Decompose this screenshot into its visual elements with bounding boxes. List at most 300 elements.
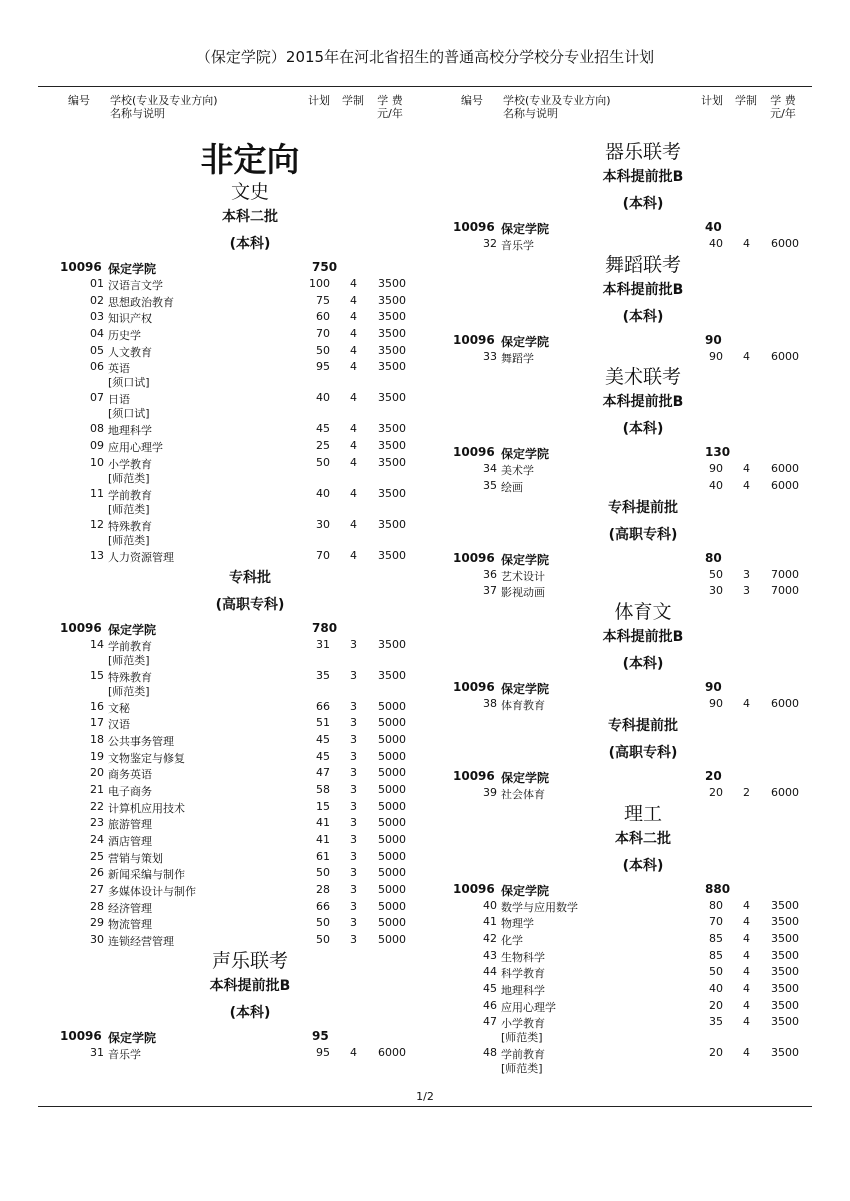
top-rule — [38, 86, 812, 87]
major-plan: 20 — [709, 785, 723, 799]
major-number: 48 — [483, 1046, 497, 1060]
major-name: 经济管理 — [108, 901, 152, 915]
school-row — [453, 331, 833, 349]
left-column — [60, 94, 440, 1062]
major-years: 3 — [350, 699, 357, 713]
major-plan: 40 — [709, 237, 723, 250]
major-plan: 90 — [709, 697, 723, 711]
major-name: 地理科学 — [108, 424, 152, 438]
header-fee-line2: 元/年 — [770, 107, 796, 120]
major-plan: 40 — [316, 391, 330, 405]
major-number: 16 — [90, 699, 104, 713]
major-fee: 5000 — [378, 732, 406, 746]
major-row — [60, 1045, 440, 1062]
major-number: 01 — [90, 277, 104, 290]
major-row — [60, 276, 440, 293]
major-row — [453, 1045, 833, 1076]
major-note: [师范类] — [108, 533, 150, 547]
level-label: (高职专科) — [215, 596, 285, 613]
level-label: (本科) — [229, 1004, 271, 1021]
batch-label: 本科二批 — [222, 209, 278, 225]
major-fee: 3500 — [378, 422, 406, 436]
major-plan: 45 — [316, 749, 330, 763]
major-name: 美术学 — [501, 464, 534, 478]
major-note: [师范类] — [501, 1062, 543, 1076]
major-plan: 50 — [316, 866, 330, 880]
header-name-line2: 名称与说明 — [503, 107, 558, 120]
school-total: 130 — [705, 445, 731, 460]
major-number: 41 — [483, 915, 497, 929]
school-name: 保定学院 — [501, 682, 550, 697]
major-number: 17 — [90, 716, 104, 730]
major-number: 30 — [90, 933, 104, 947]
level-label: (高职专科) — [608, 526, 678, 543]
school-code: 10096 — [453, 220, 495, 234]
major-row — [60, 882, 440, 899]
subject-category: 文史 — [230, 181, 269, 203]
school-code: 10096 — [60, 620, 102, 635]
major-fee: 3500 — [771, 1046, 799, 1060]
major-row — [60, 699, 440, 716]
major-fee: 6000 — [771, 237, 799, 250]
major-years: 3 — [350, 716, 357, 730]
major-row — [60, 438, 440, 455]
major-fee: 3500 — [771, 1015, 799, 1029]
major-number: 40 — [483, 898, 497, 912]
major-fee: 3500 — [378, 486, 406, 500]
major-number: 24 — [90, 833, 104, 846]
major-years: 3 — [350, 816, 357, 830]
major-plan: 45 — [316, 422, 330, 436]
batch-label: 专科提前批 — [608, 717, 678, 734]
header-fee-line1: 学 费 — [770, 94, 796, 107]
right-column — [453, 94, 833, 1076]
major-number: 10 — [90, 455, 104, 469]
page-number: 1/2 — [416, 1090, 434, 1103]
major-row — [60, 293, 440, 310]
major-row — [60, 765, 440, 782]
bottom-rule — [38, 1106, 812, 1107]
major-name: 舞蹈学 — [501, 351, 534, 365]
major-plan: 66 — [316, 899, 330, 913]
major-name: 文物鉴定与修复 — [108, 751, 185, 765]
batch-label: 本科二批 — [615, 830, 671, 847]
school-total: 780 — [312, 620, 338, 635]
major-years: 3 — [350, 732, 357, 746]
major-row — [453, 914, 833, 931]
major-years: 3 — [350, 883, 357, 897]
major-name: 汉语 — [108, 718, 130, 732]
level-label: (高职专科) — [608, 744, 678, 761]
header-plan: 计划 — [701, 94, 723, 107]
major-row — [453, 236, 833, 253]
subject-category: 声乐联考 — [211, 949, 288, 972]
major-fee: 3500 — [771, 931, 799, 945]
major-fee: 7000 — [771, 567, 799, 581]
major-plan: 90 — [709, 462, 723, 476]
level-label: (本科) — [622, 196, 664, 212]
major-name: 应用心理学 — [108, 441, 163, 455]
major-fee: 6000 — [771, 479, 799, 493]
major-name: 公共事务管理 — [108, 734, 174, 748]
major-plan: 60 — [316, 310, 330, 324]
major-number: 14 — [90, 637, 104, 651]
school-code: 10096 — [453, 680, 495, 695]
major-name: 学前教育 — [108, 639, 152, 653]
major-name: 旅游管理 — [108, 818, 152, 832]
major-name: 学前教育 — [108, 488, 152, 502]
major-number: 46 — [483, 998, 497, 1012]
subject-category: 理工 — [623, 802, 662, 825]
major-name: 连锁经营管理 — [108, 935, 174, 949]
major-number: 31 — [90, 1045, 104, 1059]
major-name: 应用心理学 — [501, 1000, 556, 1014]
major-fee: 5000 — [378, 849, 406, 863]
major-name: 地理科学 — [501, 983, 545, 997]
header-name-line2: 名称与说明 — [110, 107, 165, 120]
school-total: 90 — [705, 332, 722, 347]
major-name: 物流管理 — [108, 918, 152, 932]
header-fee — [768, 94, 798, 120]
major-row — [60, 517, 440, 548]
major-years: 3 — [350, 749, 357, 763]
major-name: 绘画 — [501, 481, 523, 495]
major-plan: 70 — [709, 915, 723, 929]
major-years: 4 — [350, 277, 357, 290]
major-plan: 30 — [709, 584, 723, 598]
major-number: 12 — [90, 517, 104, 531]
major-name: 音乐学 — [108, 1047, 141, 1061]
school-total: 40 — [705, 220, 722, 234]
major-number: 26 — [90, 866, 104, 880]
major-row — [60, 548, 440, 565]
major-years: 3 — [350, 849, 357, 863]
major-plan: 95 — [316, 1045, 330, 1059]
major-fee: 5000 — [378, 899, 406, 913]
major-number: 02 — [90, 293, 104, 307]
major-name: 营销与策划 — [108, 851, 163, 865]
major-years: 4 — [350, 391, 357, 405]
school-code: 10096 — [60, 1028, 102, 1043]
major-number: 39 — [483, 785, 497, 799]
header-name — [110, 94, 218, 120]
major-number: 13 — [90, 548, 104, 562]
batch-label: 本科提前批B — [209, 977, 291, 994]
major-plan: 35 — [709, 1015, 723, 1029]
major-years: 4 — [350, 439, 357, 453]
major-row — [60, 309, 440, 326]
document-title: （保定学院）2015年在河北省招生的普通高校分学校分专业招生计划 — [195, 48, 655, 66]
major-row — [453, 998, 833, 1015]
header-fee-line1: 学 费 — [377, 94, 403, 107]
subject-category: 美术联考 — [604, 366, 681, 389]
subject-category: 体育文 — [614, 601, 672, 624]
school-name: 保定学院 — [501, 447, 550, 462]
major-row — [60, 899, 440, 916]
batch-label: 专科提前批 — [608, 499, 678, 516]
major-row — [453, 583, 833, 600]
column-header — [60, 94, 440, 140]
major-plan: 25 — [316, 439, 330, 453]
major-row — [453, 785, 833, 802]
major-years: 4 — [350, 422, 357, 436]
major-row — [60, 343, 440, 360]
major-plan: 70 — [316, 327, 330, 341]
major-name: 小学教育 — [108, 457, 152, 471]
major-years: 4 — [743, 1015, 750, 1029]
major-fee: 7000 — [771, 584, 799, 598]
major-years: 4 — [743, 898, 750, 912]
major-fee: 5000 — [378, 716, 406, 730]
major-fee: 3500 — [771, 898, 799, 912]
major-years: 4 — [743, 349, 750, 363]
major-name: 影视动画 — [501, 586, 545, 600]
major-years: 4 — [350, 548, 357, 562]
level-label: (本科) — [622, 308, 664, 325]
major-plan: 85 — [709, 931, 723, 945]
major-number: 18 — [90, 732, 104, 746]
subject-category: 器乐联考 — [604, 141, 681, 163]
major-years: 3 — [743, 567, 750, 581]
major-years: 4 — [350, 455, 357, 469]
school-row — [453, 678, 833, 696]
major-fee: 6000 — [771, 349, 799, 363]
major-plan: 40 — [709, 981, 723, 995]
major-name: 特殊教育 — [108, 670, 152, 684]
major-years: 4 — [350, 517, 357, 531]
major-fee: 3500 — [771, 981, 799, 995]
school-name: 保定学院 — [501, 770, 550, 785]
major-row — [60, 732, 440, 749]
school-name: 保定学院 — [501, 222, 550, 236]
major-fee: 3500 — [378, 517, 406, 531]
major-years: 3 — [350, 782, 357, 796]
major-years: 4 — [350, 360, 357, 374]
major-plan: 66 — [316, 699, 330, 713]
major-fee: 3500 — [771, 965, 799, 979]
major-number: 29 — [90, 916, 104, 930]
major-years: 4 — [743, 931, 750, 945]
major-plan: 50 — [316, 343, 330, 357]
major-plan: 31 — [316, 637, 330, 651]
major-name: 思想政治教育 — [108, 295, 174, 309]
major-plan: 75 — [316, 293, 330, 307]
header-fee — [375, 94, 405, 120]
batch-label: 本科提前批B — [602, 394, 684, 411]
major-plan: 20 — [709, 1046, 723, 1060]
major-row — [453, 478, 833, 495]
major-note: [师范类] — [501, 1031, 543, 1045]
major-fee: 5000 — [378, 816, 406, 830]
major-years: 3 — [350, 916, 357, 930]
major-fee: 5000 — [378, 933, 406, 947]
major-row — [453, 931, 833, 948]
major-name: 英语 — [108, 362, 130, 376]
major-number: 45 — [483, 981, 497, 995]
section-title: 非定向 — [200, 140, 300, 179]
school-total: 95 — [312, 1028, 329, 1043]
major-name: 电子商务 — [108, 784, 152, 798]
major-row — [453, 898, 833, 915]
major-number: 22 — [90, 799, 104, 813]
major-years: 3 — [350, 933, 357, 947]
subject-category: 舞蹈联考 — [604, 253, 681, 276]
major-plan: 15 — [316, 799, 330, 813]
major-row — [60, 715, 440, 732]
batch-label: 本科提前批B — [602, 281, 684, 298]
major-plan: 35 — [316, 668, 330, 682]
school-name: 保定学院 — [501, 552, 550, 567]
major-row — [60, 849, 440, 866]
school-name: 保定学院 — [108, 1030, 157, 1045]
major-row — [453, 981, 833, 998]
batch-label: 本科提前批B — [602, 629, 684, 646]
major-fee: 5000 — [378, 782, 406, 796]
school-row — [453, 218, 833, 236]
school-code: 10096 — [453, 332, 495, 347]
major-row — [60, 421, 440, 438]
major-note: [须口试] — [108, 407, 150, 421]
major-row — [60, 359, 440, 390]
major-number: 20 — [90, 766, 104, 780]
major-row — [453, 964, 833, 981]
major-fee: 3500 — [771, 948, 799, 962]
major-plan: 50 — [709, 965, 723, 979]
major-number: 43 — [483, 948, 497, 962]
major-fee: 5000 — [378, 799, 406, 813]
header-name — [503, 94, 611, 120]
major-years: 3 — [350, 899, 357, 913]
major-name: 汉语言文学 — [108, 279, 163, 292]
major-name: 学前教育 — [501, 1048, 545, 1062]
major-years: 4 — [743, 237, 750, 250]
major-number: 38 — [483, 697, 497, 711]
major-years: 3 — [350, 833, 357, 846]
major-fee: 5000 — [378, 699, 406, 713]
batch-label: 专科批 — [229, 569, 271, 586]
major-fee: 3500 — [771, 915, 799, 929]
major-row — [60, 749, 440, 766]
level-label: (本科) — [622, 421, 664, 438]
major-years: 4 — [743, 915, 750, 929]
major-number: 06 — [90, 360, 104, 374]
major-row — [60, 782, 440, 799]
school-code: 10096 — [453, 881, 495, 896]
major-fee: 6000 — [771, 697, 799, 711]
major-number: 47 — [483, 1015, 497, 1029]
major-number: 34 — [483, 462, 497, 476]
major-name: 物理学 — [501, 917, 534, 931]
school-row — [453, 880, 833, 898]
major-years: 3 — [350, 799, 357, 813]
major-plan: 61 — [316, 849, 330, 863]
major-number: 35 — [483, 479, 497, 493]
major-fee: 3500 — [378, 343, 406, 357]
major-row — [60, 390, 440, 421]
major-years: 3 — [350, 637, 357, 651]
major-years: 4 — [743, 697, 750, 711]
major-row — [453, 461, 833, 478]
major-number: 03 — [90, 310, 104, 324]
major-fee: 5000 — [378, 883, 406, 897]
major-years: 4 — [350, 310, 357, 324]
school-total: 880 — [705, 881, 731, 896]
major-number: 25 — [90, 849, 104, 863]
major-fee: 3500 — [378, 310, 406, 324]
school-row — [453, 767, 833, 785]
major-name: 酒店管理 — [108, 835, 152, 848]
major-plan: 50 — [709, 567, 723, 581]
major-plan: 50 — [316, 916, 330, 930]
major-number: 32 — [483, 237, 497, 250]
major-note: [师范类] — [108, 684, 150, 698]
major-plan: 41 — [316, 816, 330, 830]
header-plan: 计划 — [308, 94, 330, 107]
major-fee: 3500 — [378, 293, 406, 307]
major-number: 15 — [90, 668, 104, 682]
major-number: 27 — [90, 883, 104, 897]
school-code: 10096 — [453, 445, 495, 460]
header-code: 编号 — [461, 94, 483, 107]
major-years: 4 — [350, 1045, 357, 1059]
major-row — [453, 1014, 833, 1045]
major-plan: 30 — [316, 517, 330, 531]
school-total: 750 — [312, 260, 338, 274]
major-number: 21 — [90, 782, 104, 796]
major-fee: 6000 — [771, 785, 799, 799]
major-plan: 28 — [316, 883, 330, 897]
major-plan: 40 — [316, 486, 330, 500]
school-total: 90 — [705, 680, 722, 695]
major-fee: 3500 — [378, 455, 406, 469]
major-plan: 50 — [316, 933, 330, 947]
major-years: 3 — [350, 866, 357, 880]
major-number: 37 — [483, 584, 497, 598]
major-fee: 5000 — [378, 766, 406, 780]
major-row — [60, 668, 440, 699]
school-name: 保定学院 — [108, 622, 157, 637]
school-code: 10096 — [453, 550, 495, 565]
major-number: 44 — [483, 965, 497, 979]
major-fee: 3500 — [378, 360, 406, 374]
major-years: 4 — [350, 343, 357, 357]
major-years: 4 — [743, 981, 750, 995]
major-plan: 51 — [316, 716, 330, 730]
major-years: 4 — [743, 1046, 750, 1060]
major-plan: 47 — [316, 766, 330, 780]
major-fee: 3500 — [378, 548, 406, 562]
major-plan: 80 — [709, 898, 723, 912]
major-name: 计算机应用技术 — [108, 801, 185, 815]
major-number: 07 — [90, 391, 104, 405]
major-name: 历史学 — [108, 329, 141, 343]
major-name: 社会体育 — [501, 787, 545, 801]
major-fee: 5000 — [378, 833, 406, 846]
major-name: 日语 — [108, 393, 130, 407]
major-plan: 95 — [316, 360, 330, 374]
major-row — [60, 637, 440, 668]
level-label: (本科) — [622, 857, 664, 874]
major-name: 特殊教育 — [108, 519, 152, 533]
major-number: 05 — [90, 343, 104, 357]
school-row — [60, 258, 440, 276]
major-number: 36 — [483, 567, 497, 581]
major-years: 4 — [350, 327, 357, 341]
major-row — [453, 696, 833, 713]
major-name: 文秘 — [108, 701, 130, 715]
major-row — [60, 799, 440, 816]
major-years: 4 — [743, 479, 750, 493]
